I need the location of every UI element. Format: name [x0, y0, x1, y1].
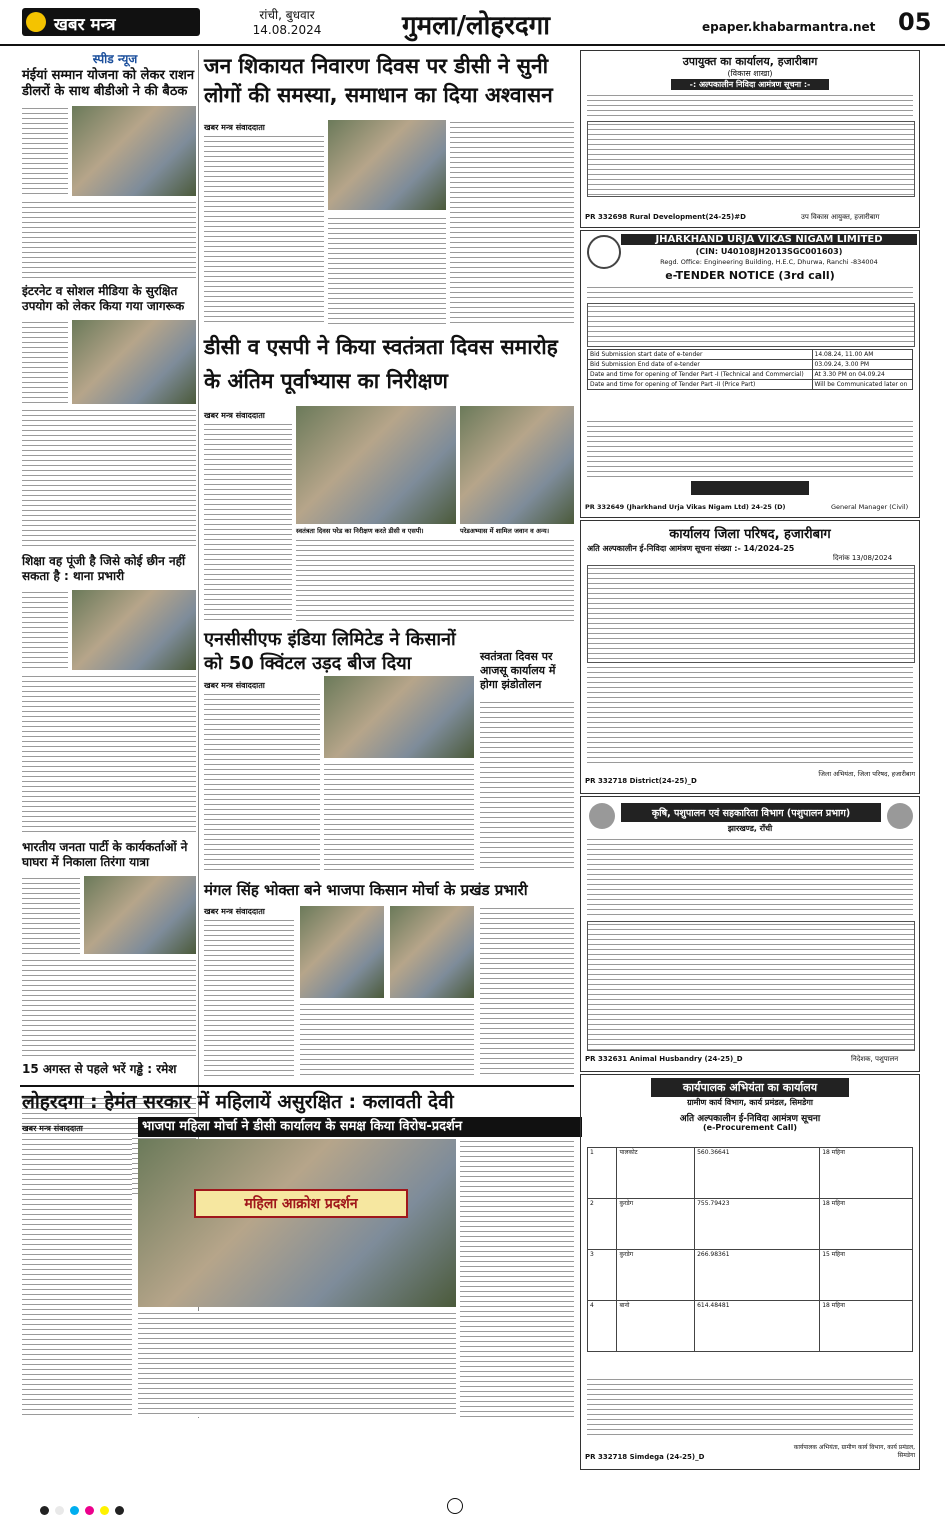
schedule-event: Date and time for opening of Tender Part -I (Technical and Commercial) — [588, 370, 813, 380]
ad-hazaribagh-development — [580, 50, 920, 228]
section-title: गुमला/लोहरदगा — [402, 11, 551, 41]
caption-parade-1: स्वतंत्रता दिवस परेड का निरीक्षण करते डीसी व एसपी। — [296, 527, 424, 535]
banner-text-2 — [460, 1139, 574, 1417]
ad2-schedule-row — [588, 370, 913, 380]
work-serial: 2 — [588, 1199, 617, 1250]
story2-byline: खबर मन्त्र संवाददाता — [204, 411, 265, 420]
ad1-table — [587, 121, 915, 197]
ad4-title: कृषि, पशुपालन एवं सहकारिता विभाग (पशुपालन प्रभाग) — [621, 803, 881, 822]
caption-parade-2: परेडअभ्यास में शामिल जवान व अन्य। — [460, 527, 550, 535]
story2-text-intro — [204, 422, 292, 622]
dateline: रांची, बुधवार 14.08.2024 — [252, 8, 322, 37]
logo-circle-icon — [26, 12, 46, 32]
work-cost: 560.36641 — [695, 1148, 820, 1199]
ad4-body — [587, 837, 913, 917]
ad5-conditions — [587, 1377, 913, 1439]
story5-headline: मंगल सिंह भोक्ता बने भाजपा किसान मोर्चा के प्रखंड प्रभारी — [204, 881, 528, 899]
ad5-work-row — [588, 1301, 913, 1352]
ad5-works-table — [587, 1147, 913, 1352]
left-text-4b — [22, 958, 196, 1058]
school-photo — [72, 590, 196, 670]
left-text-1b — [22, 200, 196, 280]
schedule-value: 14.08.24, 11.00 AM — [812, 350, 913, 360]
banner-headline: लोहरदगा : हेमंत सरकार में महिलायें असुरक्षित : कलावती देवी — [22, 1091, 454, 1113]
left-headline-4: भारतीय जनता पार्टी के कार्यकर्ताओं ने घाघरा में निकाला तिरंगा यात्रा — [22, 840, 188, 869]
ad-animal-husbandry — [580, 796, 920, 1072]
lead-photo-1 — [328, 120, 446, 210]
ad5-notice: अति अल्पकालीन ई-निविदा आमंत्रण सूचना — [679, 1114, 821, 1124]
portrait-photo-2 — [390, 906, 474, 998]
story2-headline: डीसी व एसपी ने किया स्वतंत्रता दिवस समारोह के अंतिम पूर्वाभ्यास का निरीक्षण — [204, 335, 558, 393]
meeting-photo — [72, 106, 196, 196]
page-number: 05 — [898, 8, 932, 36]
ad2-intro — [587, 285, 913, 301]
story5-byline: खबर मन्त्र संवाददाता — [204, 907, 265, 916]
story3-text-2 — [324, 762, 474, 872]
registration-marks — [40, 1500, 900, 1512]
brand-logo — [22, 8, 200, 36]
story5-text-3 — [480, 906, 574, 1078]
ad1-body — [587, 93, 913, 119]
work-cost: 755.79423 — [695, 1199, 820, 1250]
masthead — [0, 0, 945, 46]
ad3-footer: PR 332718 District(24-25)_D — [585, 777, 697, 785]
work-duration: 15 महिना — [820, 1250, 913, 1301]
work-cost: 266.98361 — [695, 1250, 820, 1301]
ads-column — [580, 50, 920, 1461]
ad5-work-row — [588, 1148, 913, 1199]
work-block: कुरडेग — [617, 1250, 695, 1301]
story3-text-1 — [204, 692, 320, 872]
ad2-schedule-table — [587, 349, 913, 390]
protest-photo — [138, 1139, 456, 1307]
work-duration: 18 महिना — [820, 1301, 913, 1352]
lead-byline: खबर मन्त्र संवाददाता — [204, 123, 265, 132]
work-duration: 18 महिना — [820, 1199, 913, 1250]
ad1-footer: PR 332698 Rural Development(24-25)#D — [585, 213, 746, 221]
left-text-3a — [22, 590, 68, 670]
jreda-logo-icon — [587, 235, 621, 269]
work-block: पालकोट — [617, 1148, 695, 1199]
ad1-notice: -: अल्पकालीन निविदा आमंत्रण सूचना :- — [671, 79, 829, 90]
ad4-footer: PR 332631 Animal Husbandry (24-25)_D — [585, 1055, 743, 1063]
banner-text-3 — [138, 1311, 456, 1417]
ad2-office: Regd. Office: Engineering Building, H.E.C, Dhurwa, Ranchi -834004 — [660, 258, 878, 266]
epaper-url[interactable]: epaper.khabarmantra.net — [702, 20, 876, 34]
work-cost: 614.48481 — [695, 1301, 820, 1352]
schedule-event: Bid Submission start date of e-tender — [588, 350, 813, 360]
left-headline-5: 15 अगस्त से पहले भरें गड्ढे : रमेश — [22, 1062, 177, 1076]
ad3-date: दिनांक 13/08/2024 — [833, 554, 893, 562]
ad2-schedule-row — [588, 350, 913, 360]
ad1-signature: उप विकास आयुक्त, हजारीबाग — [801, 213, 880, 221]
ad2-signature: General Manager (Civil) — [831, 503, 909, 511]
parade-photo-1 — [296, 406, 456, 524]
ad1-subtitle: (विकास शाखा) — [727, 69, 773, 78]
ad-rural-works-simdega — [580, 1074, 920, 1470]
ad3-notice: अति अल्पकालीन ई-निविदा आमंत्रण सूचना संख्या :- 14/2024-25 — [587, 544, 795, 553]
ad2-cin: (CIN: U40108JH2013SGC001603) — [695, 247, 843, 256]
ad2-notice: e-TENDER NOTICE (3rd call) — [665, 269, 835, 282]
lead-text-2 — [328, 216, 446, 324]
ad-zila-parishad — [580, 520, 920, 794]
ad2-notes — [587, 419, 913, 479]
story4-headline: स्वतंत्रता दिवस पर आजसू कार्यालय में होगा झंडोतोलन — [480, 650, 556, 691]
ad1-title: उपायुक्त का कार्यालय, हजारीबाग — [682, 55, 818, 68]
ad2-schedule-row — [588, 360, 913, 370]
schedule-value: 03.09.24, 3.00 PM — [812, 360, 913, 370]
ad2-footer: PR 332649 (Jharkhand Urja Vikas Nigam Ltd) 24-25 (D) — [585, 503, 786, 511]
story3-headline: एनसीसीएफ इंडिया लिमिटेड ने किसानों को 50 क्विंटल उड़द बीज दिया — [204, 629, 456, 674]
left-headline-2: इंटरनेट व सोशल मीडिया के सुरक्षित उपयोग को लेकर किया गया जागरूक — [22, 284, 185, 313]
parade-photo-2 — [460, 406, 574, 524]
story5-text-2 — [300, 1002, 474, 1078]
ad2-work-table — [587, 303, 915, 347]
schedule-event: Bid Submission End date of e-tender — [588, 360, 813, 370]
banner-subheadline: भाजपा महिला मोर्चा ने डीसी कार्यालय के समक्ष किया विरोध-प्रदर्शन — [138, 1117, 582, 1137]
left-text-2b — [22, 408, 196, 548]
lead-headline: जन शिकायत निवारण दिवस पर डीसी ने सुनी लोगों की समस्या, समाधान का दिया अश्वासन — [204, 54, 553, 107]
speed-news-tag: स्पीड न्यूज — [92, 52, 138, 66]
left-headline-1: मंईयां सम्मान योजना को लेकर राशन डीलरों के साथ बीडीओ ने की बैठक — [22, 68, 195, 99]
left-text-1a — [22, 106, 68, 196]
ad3-table — [587, 565, 915, 663]
brand-name: खबर मन्त्र — [54, 15, 116, 35]
ad5-signature: कार्यपालक अभियंता, ग्रामीण कार्य विभाग, कार्य प्रमंडल, सिमडेगा — [793, 1444, 915, 1459]
schedule-value: Will be Communicated later on — [812, 380, 913, 390]
ad5-title: कार्यपालक अभियंता का कार्यालय — [651, 1078, 849, 1097]
ad2-schedule-row — [588, 380, 913, 390]
ad4-signature: निदेशक, पशुपालन — [851, 1055, 899, 1063]
bottom-banner — [20, 1085, 574, 1420]
work-serial: 4 — [588, 1301, 617, 1352]
ad4-subtitle: झारखण्ड, राँची — [727, 824, 773, 833]
ad3-signature: जिला अभियंता, जिला परिषद, हजारीबाग — [818, 770, 915, 778]
story2-text — [296, 538, 574, 624]
ad3-conditions — [587, 665, 913, 765]
lead-text-3 — [450, 120, 574, 324]
ad4-table — [587, 921, 915, 1051]
story5-text-1 — [204, 918, 294, 1078]
ad5-subtitle: ग्रामीण कार्य विभाग, कार्य प्रमंडल, सिमडेगा — [687, 1098, 813, 1107]
tiranga-photo — [84, 876, 196, 954]
left-text-2a — [22, 320, 68, 404]
story4-text — [480, 700, 574, 872]
schedule-value: At 3.30 PM on 04.09.24 — [812, 370, 913, 380]
lead-text-1 — [204, 134, 324, 324]
banner-byline: खबर मन्त्र संवाददाता — [22, 1124, 83, 1133]
left-headline-3: शिक्षा वह पूंजी है जिसे कोई छीन नहीं सकता है : थाना प्रभारी — [22, 554, 186, 583]
work-serial: 1 — [588, 1148, 617, 1199]
ad5-work-row — [588, 1250, 913, 1301]
left-text-4a — [22, 876, 80, 954]
ad3-title: कार्यालय जिला परिषद, हजारीबाग — [669, 527, 831, 542]
center-crosshair-icon — [447, 1498, 463, 1514]
left-text-3b — [22, 674, 196, 834]
story3-byline: खबर मन्त्र संवाददाता — [204, 681, 265, 690]
seed-photo — [324, 676, 474, 758]
banner-text-1 — [22, 1137, 132, 1417]
portrait-photo-1 — [300, 906, 384, 998]
protest-poster: महिला आक्रोश प्रदर्शन — [194, 1189, 408, 1218]
students-photo — [72, 320, 196, 404]
work-serial: 3 — [588, 1250, 617, 1301]
work-duration: 18 महिना — [820, 1148, 913, 1199]
work-block: कुरडेग — [617, 1199, 695, 1250]
ad2-title: JHARKHAND URJA VIKAS NIGAM LIMITED — [621, 234, 917, 245]
work-block: बानो — [617, 1301, 695, 1352]
ad-jharkhand-urja — [580, 230, 920, 518]
schedule-event: Date and time for opening of Tender Part -II (Price Part) — [588, 380, 813, 390]
ad5-work-row — [588, 1199, 913, 1250]
ad5-footer: PR 332718 Simdega (24-25)_D — [585, 1453, 705, 1461]
ad5-procurement: (e-Procurement Call) — [703, 1123, 797, 1132]
ad2-helpline — [691, 481, 809, 495]
